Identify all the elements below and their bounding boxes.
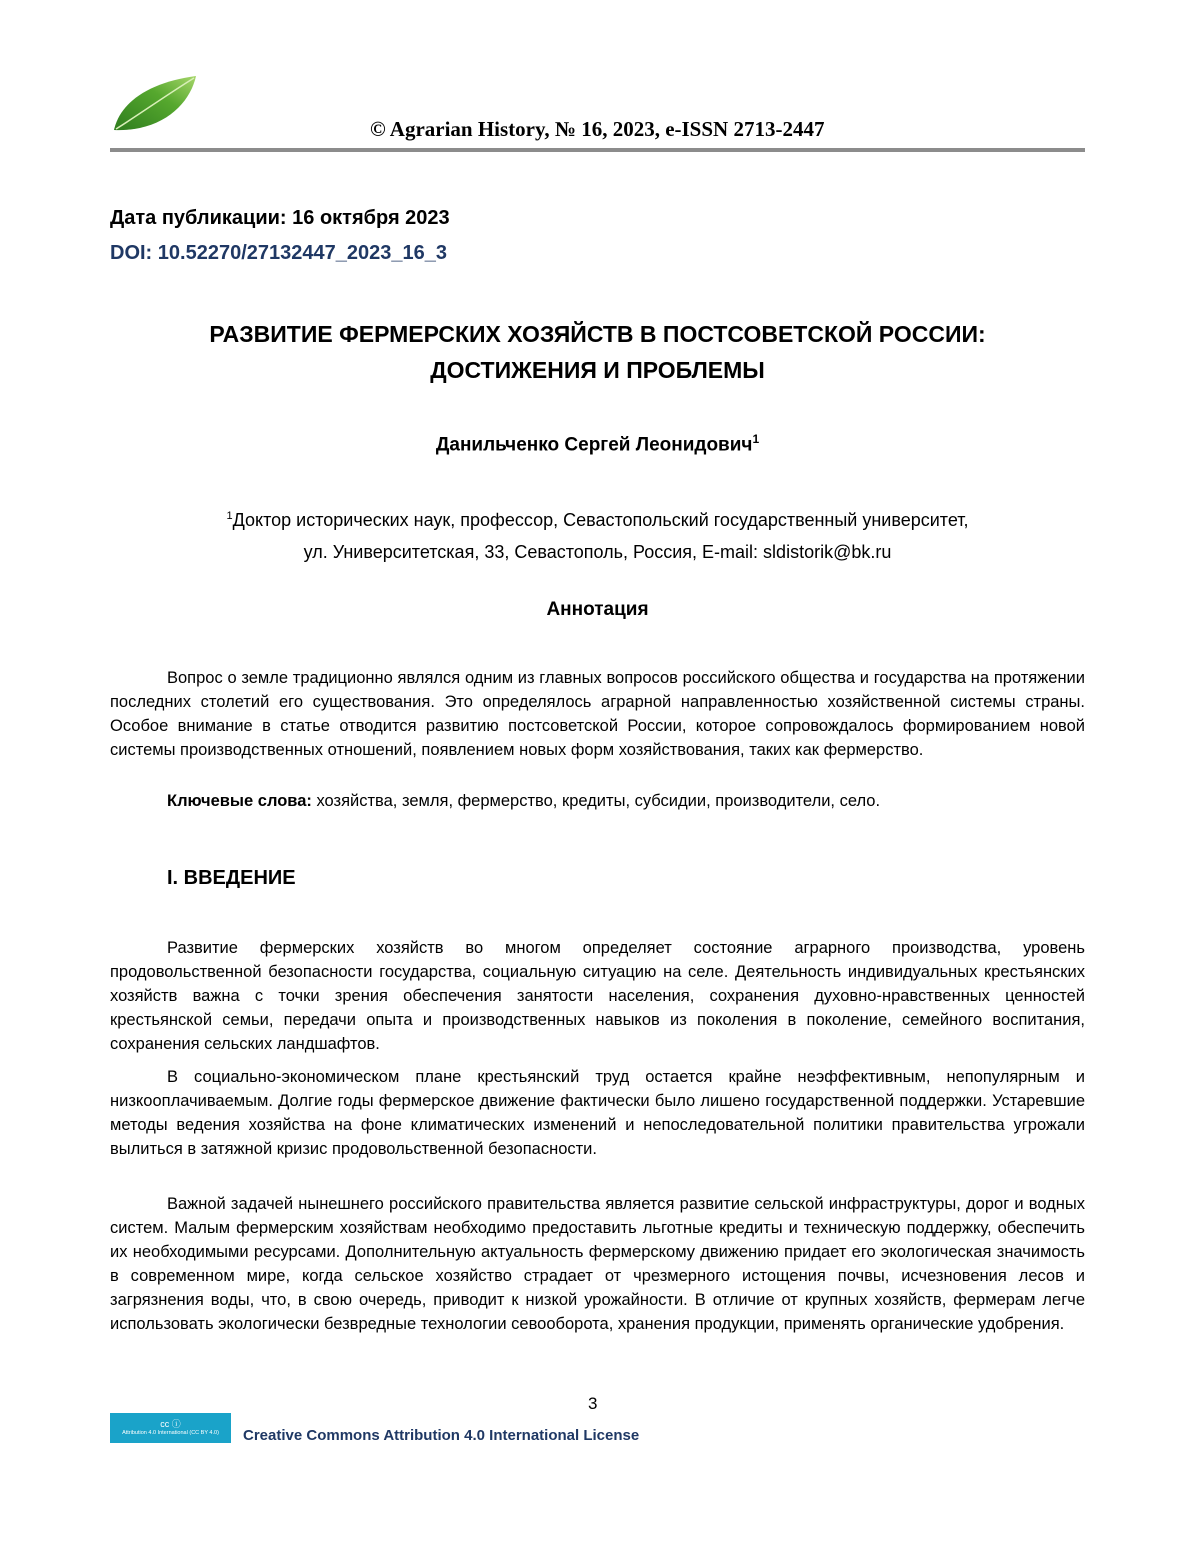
affiliation-line-1	[110, 500, 1085, 536]
leaf-icon	[110, 74, 200, 134]
author-sup: 1	[752, 432, 760, 446]
affiliation-text-1: Доктор исторических наук, профессор, Севастопольский государственный университет,	[232, 510, 969, 530]
title-line-2: ДОСТИЖЕНИЯ И ПРОБЛЕМЫ	[430, 357, 765, 383]
affiliation-line-2: ул. Университетская, 33, Севастополь, Россия, E-mail: sldistorik@bk.ru	[303, 542, 892, 562]
title-line-1: РАЗВИТИЕ ФЕРМЕРСКИХ ХОЗЯЙСТВ В ПОСТСОВЕТСКОЙ РОССИИ:	[209, 321, 986, 347]
keywords-label: Ключевые слова:	[167, 792, 312, 810]
keywords-list: хозяйства, земля, фермерство, кредиты, субсидии, производители, село.	[311, 792, 881, 810]
cc-badge-text: Attribution 4.0 International (CC BY 4.0)	[122, 1430, 219, 1436]
abstract-text: Вопрос о земле традиционно являлся одним из главных вопросов российского общества и государства на протяжении последних столетий его существования. Это определялось аграрной направленностью хозяйственной системы страны. Особое внимание в статье отводится развитию постсоветской России, которое сопровождалось формированием новой системы производственных отношений, появлением новых форм хозяйствования, таких как фермерство.	[110, 669, 1085, 759]
cc-license-badge[interactable]	[110, 1413, 231, 1443]
page-number: 3	[588, 1394, 598, 1413]
affiliation	[110, 500, 1085, 568]
keywords	[167, 792, 880, 811]
cc-icon: cc ⓘ	[160, 1419, 181, 1429]
header-rule	[110, 148, 1085, 152]
publication-date: Дата публикации: 16 октября 2023	[110, 207, 450, 229]
license-link[interactable]: Creative Commons Attribution 4.0 International License	[243, 1427, 640, 1444]
abstract-heading: Аннотация	[546, 599, 649, 620]
author-name: Данильченко Сергей Леонидович	[435, 434, 753, 456]
article-title	[110, 316, 1085, 388]
intro-paragraph-3: Важной задачей нынешнего российского правительства является развитие сельской инфраструктуры, дорог и водных систем. Малым фермерским хозяйствам необходимо предоставить льготные кредиты и техническую поддержку, обеспечить их необходимыми ресурсами. Дополнительную актуальность фермерскому движению придает его экологическая значимость в современном мире, когда сельское хозяйство страдает от чрезмерного истощения почвы, исчезновения лесов и загрязнения воды, что, в свою очередь, приводит к низкой урожайности. В отличие от крупных хозяйств, фермерам легче использовать экологически безвредные технологии севооборота, хранения продукции, применять органические удобрения.	[110, 1195, 1085, 1333]
intro-paragraph-1: Развитие фермерских хозяйств во многом определяет состояние аграрного производства, уровень продовольственной безопасности государства, социальную ситуацию на селе. Деятельность индивидуальных крестьянских хозяйств важна с точки зрения обеспечения занятости населения, сохранения духовно-нравственных ценностей крестьянской семьи, передачи опыта и производственных навыков из поколения в поколение, семейного воспитания, сохранения сельских ландшафтов.	[110, 939, 1085, 1053]
section-heading-introduction: I. ВВЕДЕНИЕ	[167, 867, 296, 889]
page-header	[110, 70, 1085, 154]
journal-citation: © Agrarian History, № 16, 2023, e-ISSN 2713-2447	[370, 117, 825, 141]
intro-paragraph-2: В социально-экономическом плане крестьянский труд остается крайне неэффективным, непопулярным и низкооплачиваемым. Долгие годы фермерское движение фактически было лишено государственной поддержки. Устаревшие методы ведения хозяйства на фоне климатических изменений и непоследовательной политики правительства угрожали вылиться в затяжной кризис продовольственной безопасности.	[110, 1068, 1085, 1158]
doi[interactable]: DOI: 10.52270/27132447_2023_16_3	[110, 242, 447, 264]
author	[110, 432, 1085, 456]
affiliation-sup: 1	[226, 510, 233, 522]
